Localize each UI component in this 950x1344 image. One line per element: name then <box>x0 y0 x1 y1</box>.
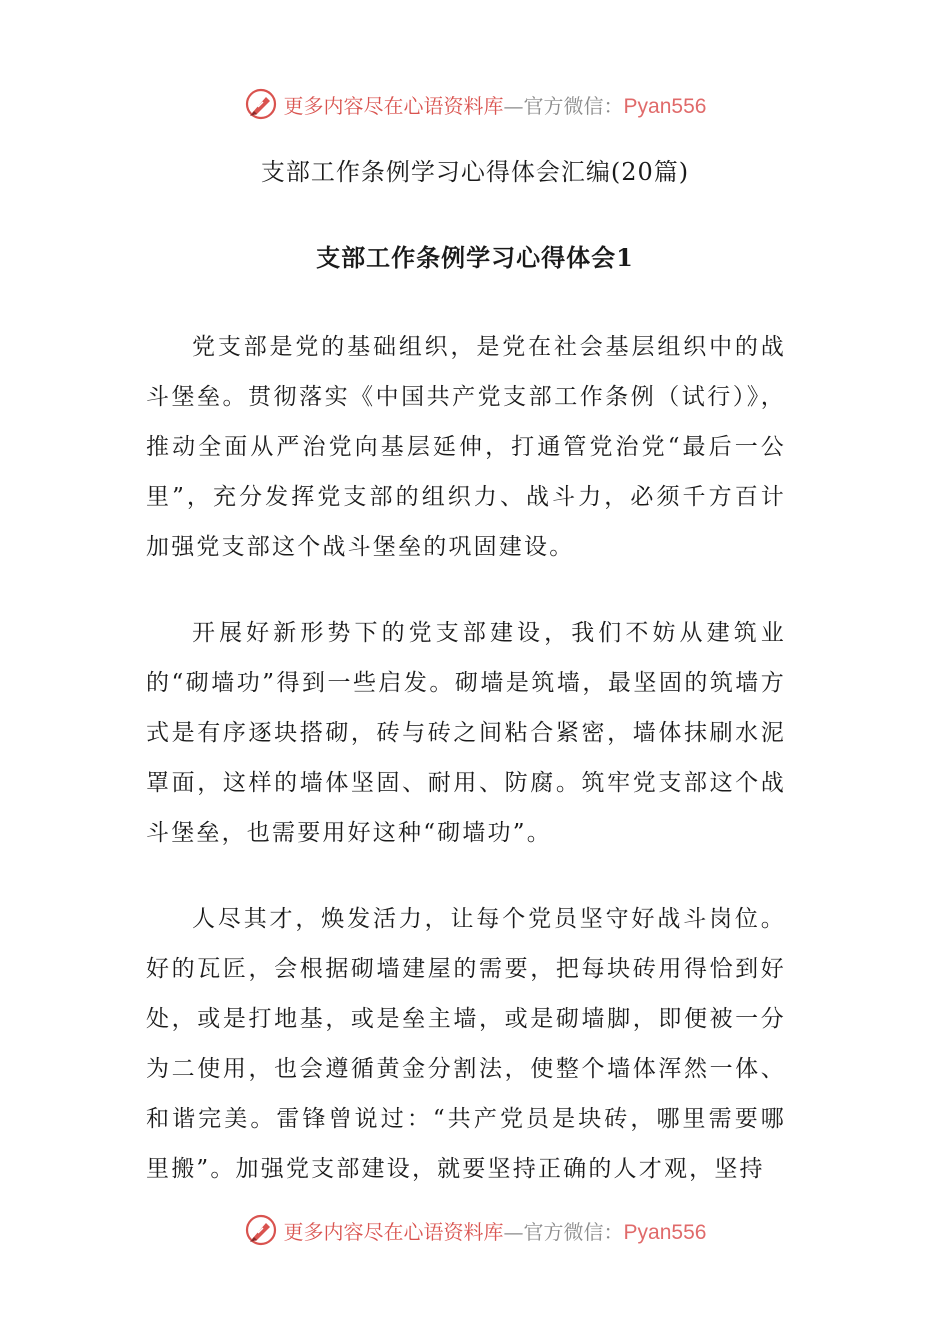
watermark-text <box>284 1216 707 1245</box>
watermark-separator: — <box>503 93 524 118</box>
header-watermark <box>0 86 950 122</box>
body-paragraph-2: 开展好新形势下的党支部建设，我们不妨从建筑业的“砌墙功”得到一些启发。砌墙是筑墙，最坚固的筑墙方式是有序逐块搭砌，砖与砖之间粘合紧密，墙体抹刷水泥罩面，这样的墙体坚固、耐用、防腐。筑牢党支部这个战斗堡垒，也需要用好这种“砌墙功”。 <box>146 620 786 846</box>
watermark-content <box>244 87 707 121</box>
watermark-official: 官方微信： <box>523 93 624 118</box>
pen-nib-logo-icon <box>244 87 278 121</box>
watermark-wechat-id: Pyan556 <box>623 94 707 118</box>
body-paragraph-1: 党支部是党的基础组织，是党在社会基层组织中的战斗堡垒。贯彻落实《中国共产党支部工作条例（试行）》，推动全面从严治党向基层延伸，打通管党治党“最后一公里”，充分发挥党支部的组织力、战斗力，必须千方百计加强党支部这个战斗堡垒的巩固建设。 <box>146 334 786 560</box>
watermark-brand: 更多内容尽在心语资料库 <box>283 1219 504 1244</box>
document-title: 支部工作条例学习心得体会汇编(20篇) <box>260 158 690 186</box>
watermark-brand: 更多内容尽在心语资料库 <box>283 93 504 118</box>
watermark-wechat-id: Pyan556 <box>623 1220 707 1244</box>
document-body <box>146 322 786 1230</box>
watermark-separator: — <box>503 1219 524 1244</box>
pen-nib-logo-icon <box>244 1213 278 1247</box>
watermark-official: 官方微信： <box>523 1219 624 1244</box>
footer-watermark <box>0 1212 950 1248</box>
watermark-content <box>244 1213 707 1247</box>
body-paragraph-3: 人尽其才，焕发活力，让每个党员坚守好战斗岗位。好的瓦匠，会根据砌墙建屋的需要，把每块砖用得恰到好处，或是打地基，或是垒主墙，或是砌墙脚，即便被一分为二使用，也会遵循黄金分割法，使整个墙体浑然一体、和谐完美。雷锋曾说过：“共产党员是块砖，哪里需要哪里搬”。加强党支部建设，就要坚持正确的人才观，坚持 <box>146 906 786 1182</box>
watermark-text <box>284 90 707 119</box>
section-title: 支部工作条例学习心得体会1 <box>316 243 634 272</box>
